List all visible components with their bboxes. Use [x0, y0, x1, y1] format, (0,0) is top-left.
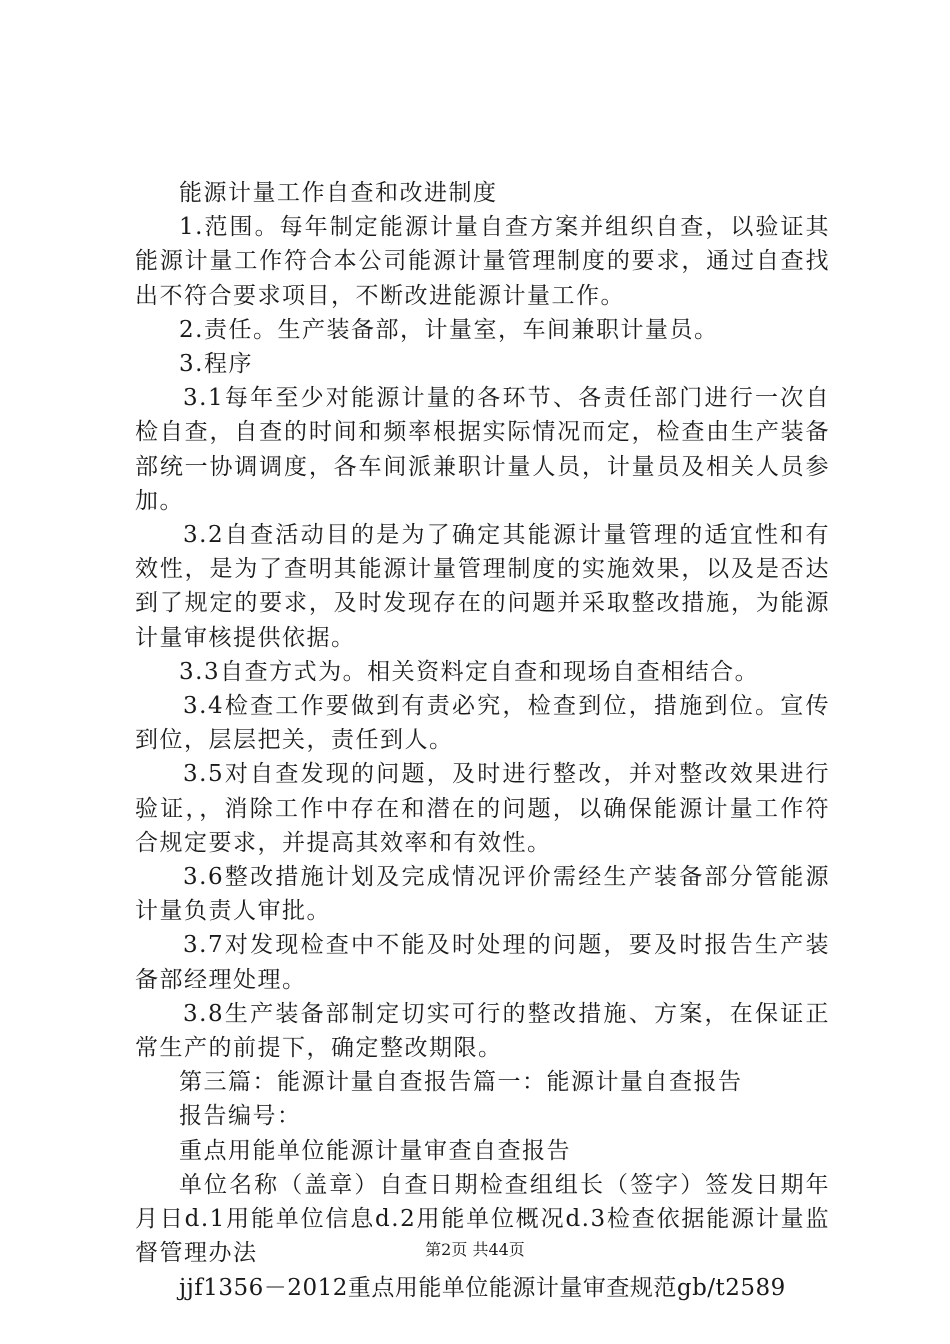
paragraph-responsibility: 2.责任。生产装备部，计量室，车间兼职计量员。 [179, 316, 719, 343]
chapter-heading: 第三篇：能源计量自查报告篇一：能源计量自查报告 [179, 1069, 743, 1096]
paragraph-3-8: 3.8生产装备部制定切实可行的整改措施、方案，在保证正常生产的前提下，确定整改期限。 [135, 1000, 830, 1062]
report-title: 重点用能单位能源计量审查自查报告 [179, 1137, 571, 1164]
paragraph-scope: 1.范围。每年制定能源计量自查方案并组织自查，以验证其能源计量工作符合本公司能源计量管理制度的要求，通过自查找出不符合要求项目，不断改进能源计量工作。 [135, 214, 830, 309]
paragraph-3-5: 3.5对自查发现的问题，及时进行整改，并对整改效果进行验证，，消除工作中存在和潜在的问题，以确保能源计量工作符合规定要求，并提高其效率和有效性。 [135, 761, 830, 856]
paragraph-3-7: 3.7对发现检查中不能及时处理的问题，要及时报告生产装备部经理处理。 [135, 932, 830, 993]
paragraph-3-3: 3.3自查方式为。相关资料定自查和现场自查相结合。 [179, 658, 760, 685]
standards-reference: jjf1356－2012重点用能单位能源计量审查规范gb/t2589 [179, 1274, 786, 1301]
page-footer: 第2页 共44页 [425, 1240, 525, 1259]
paragraph-3-4: 3.4检查工作要做到有责必究，检查到位，措施到位。宣传到位，层层把关，责任到人。 [135, 693, 830, 754]
paragraph-procedure: 3.程序 [179, 351, 253, 378]
paragraph-3-6: 3.6整改措施计划及完成情况评价需经生产装备部分管能源计量负责人审批。 [135, 864, 830, 925]
paragraph-3-1: 3.1每年至少对能源计量的各环节、各责任部门进行一次自检自查，自查的时间和频率根据实际情况而定，检查由生产装备部统一协调调度，各车间派兼职计量人员，计量员及相关人员参加。 [135, 385, 830, 514]
report-info-fields: 单位名称（盖章）自查日期检查组组长（签字）签发日期年月日d.1用能单位信息d.2用能单位概况d.3检查依据能源计量监督管理办法 [135, 1171, 830, 1267]
paragraph-3-2: 3.2自查活动目的是为了确定其能源计量管理的适宜性和有效性，是为了查明其能源计量管理制度的实施效果，以及是否达到了规定的要求，及时发现存在的问题并采取整改措施，为能源计量审核提供依据。 [135, 522, 830, 651]
document-body [135, 176, 830, 1305]
section-title: 能源计量工作自查和改进制度 [179, 180, 498, 206]
report-number-label: 报告编号： [179, 1103, 302, 1130]
